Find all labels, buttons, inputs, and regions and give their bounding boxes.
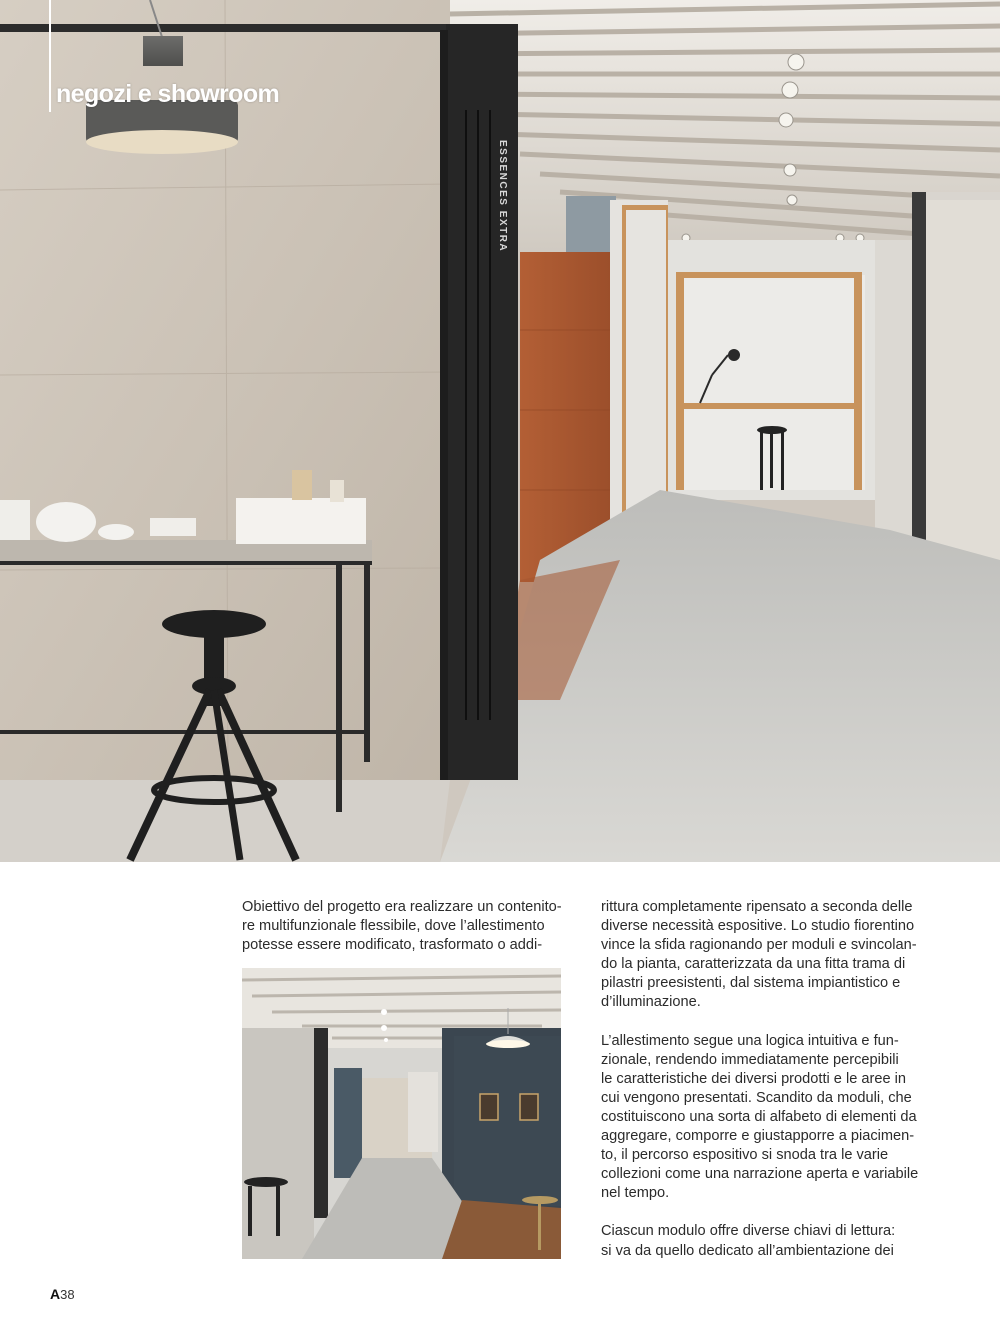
folio-prefix: A <box>50 1286 61 1302</box>
text-line: diverse necessità espositive. Lo studio fiorentino <box>601 918 915 935</box>
text-line: nel tempo. <box>601 1185 670 1202</box>
page-number <box>50 1286 75 1302</box>
text-line: pilastri preesistenti, dal sistema impiantistico e <box>601 975 901 992</box>
showroom-corridor-illustration <box>242 968 561 1259</box>
text-line: le caratteristiche dei diversi prodotti e le aree in <box>601 1070 907 1087</box>
text-line: si va da quello dedicato all’ambientazione dei <box>601 1242 894 1259</box>
text-line: Obiettivo del progetto era realizzare un contenito- <box>242 899 562 915</box>
text-line: aggregare, comporre e giustapporre a piacimen- <box>601 1128 915 1145</box>
text-line: Ciascun modulo offre diverse chiavi di lettura: <box>601 1223 896 1240</box>
paragraph <box>242 898 567 955</box>
article-right-column <box>601 898 926 1261</box>
text-line: costituiscono una sorta di alfabeto di elementi da <box>601 1108 917 1125</box>
text-line: d’illuminazione. <box>601 994 701 1011</box>
text-line: potesse essere modificato, trasformato o addi- <box>242 937 543 954</box>
folio-page: 38 <box>60 1287 75 1302</box>
text-line: to, il percorso espositivo si snoda tra le varie <box>601 1147 889 1164</box>
paragraph <box>601 898 926 1013</box>
article-left-column <box>242 898 567 955</box>
inset-photo <box>242 968 561 1259</box>
text-line: do la pianta, caratterizzata da una fitta trama di <box>601 956 906 973</box>
paragraph <box>601 1222 926 1260</box>
text-line: rittura completamente ripensato a seconda delle <box>601 899 913 915</box>
paragraph <box>601 1032 926 1204</box>
text-line: cui vengono presentati. Scandito da moduli, che <box>601 1089 912 1106</box>
section-label: negozi e showroom <box>56 80 280 108</box>
panel-text: ESSENCES EXTRA <box>497 140 508 253</box>
text-line: vince la sfida ragionando per moduli e svincolan- <box>601 937 917 954</box>
section-rule <box>49 0 51 112</box>
text-line: re multifunzionale flessibile, dove l’allestimento <box>242 918 545 935</box>
text-line: collezioni come una narrazione aperta e variabile <box>601 1166 919 1183</box>
text-line: zionale, rendendo immediatamente percepibili <box>601 1051 899 1068</box>
text-line: L’allestimento segue una logica intuitiva e fun- <box>601 1032 899 1049</box>
